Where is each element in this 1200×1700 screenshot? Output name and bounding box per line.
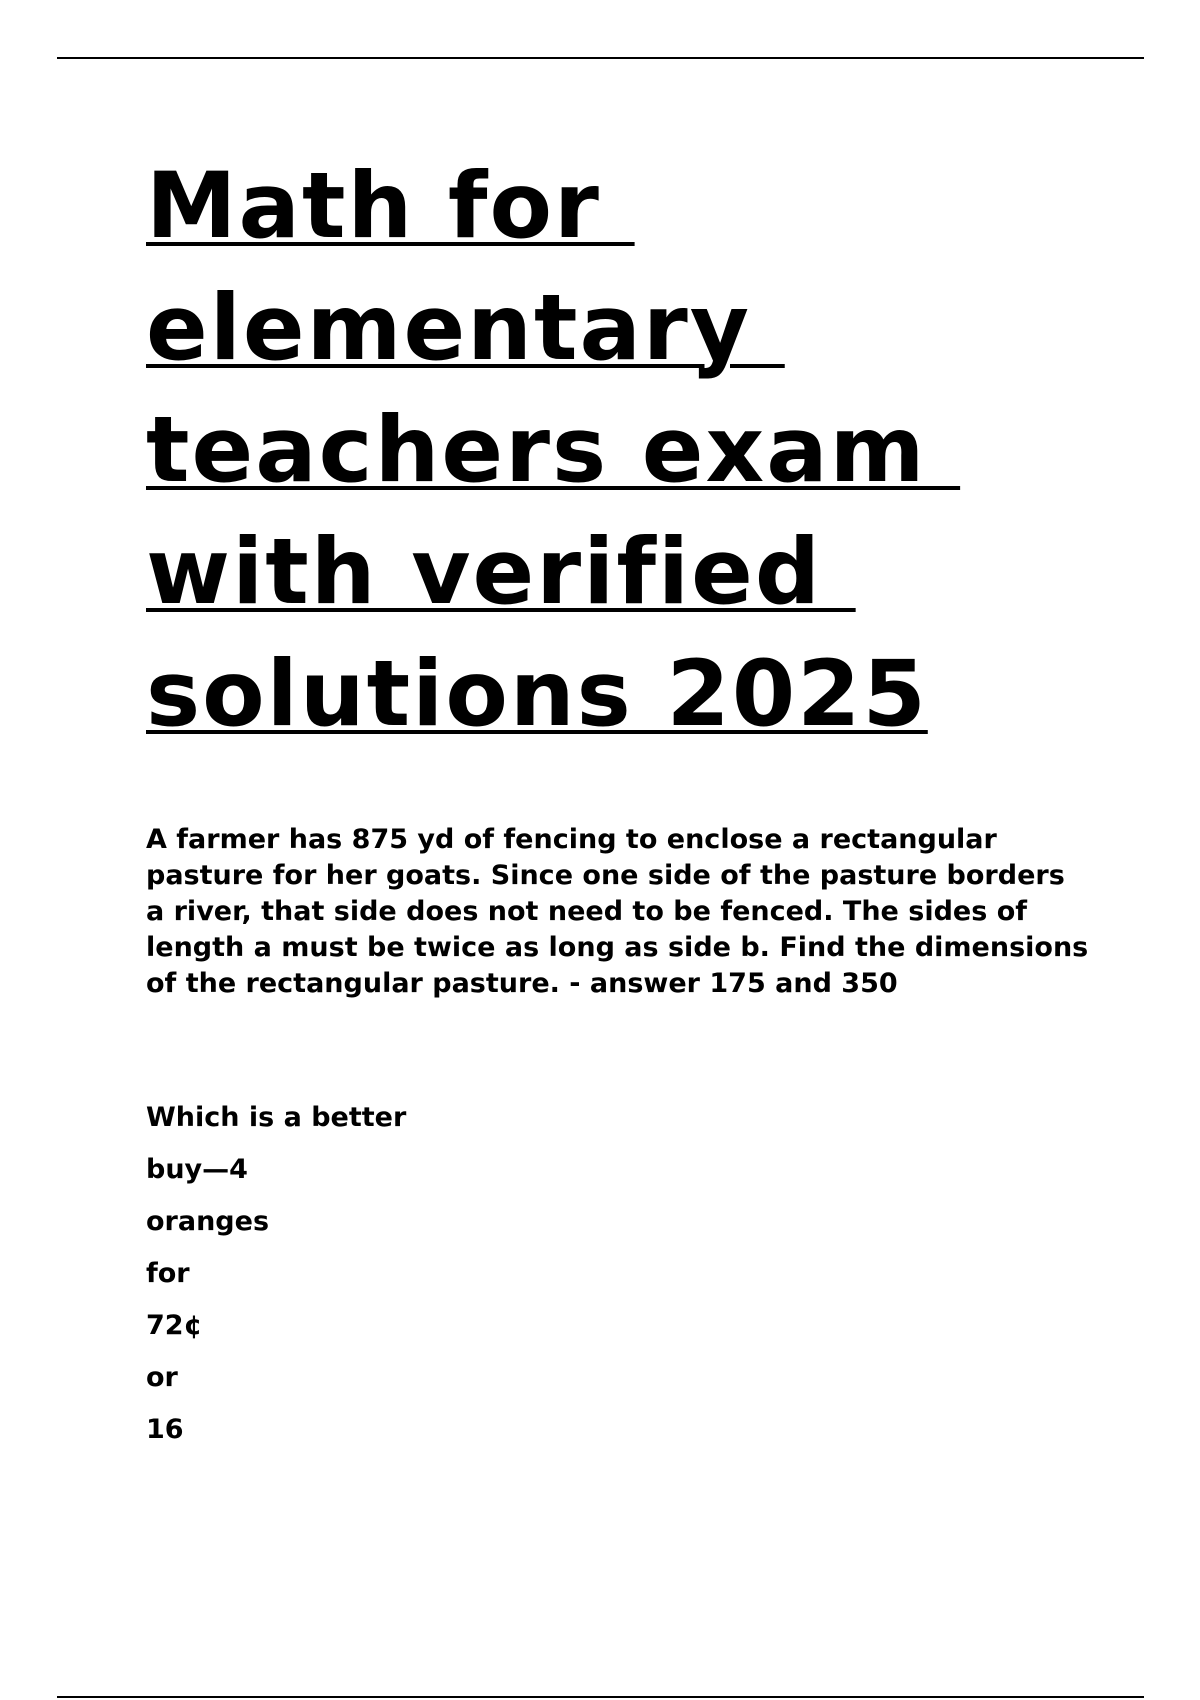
question-fragment: or — [146, 1362, 178, 1393]
question-paragraph: A farmer has 875 yd of fencing to enclose a rectangular pasture for her goats. Since one side of the pasture borders a river, that side does not need to be fenced. The sides of length a must be twice as long as side b. Find the dimensions of the rectangular pasture. - answer 175 and 350 — [146, 824, 1089, 999]
title-line: Math for — [146, 154, 635, 259]
question-fragment: Which is a better — [146, 1102, 407, 1133]
title-line: with verified — [146, 520, 856, 625]
question-fragment: 16 — [146, 1414, 184, 1445]
question-fragment: oranges — [146, 1206, 270, 1237]
title-line: teachers exam — [146, 398, 961, 503]
title-line: elementary — [146, 276, 785, 381]
title-line: solutions 2025 — [146, 642, 928, 747]
question-fragment: buy—4 — [146, 1154, 248, 1185]
question-fragment-list — [146, 1100, 406, 1464]
question-fragment: 72¢ — [146, 1310, 203, 1341]
question-fragment: for — [146, 1258, 190, 1289]
top-rule — [57, 57, 1144, 59]
document-title — [146, 146, 1046, 756]
bottom-rule — [57, 1696, 1144, 1698]
